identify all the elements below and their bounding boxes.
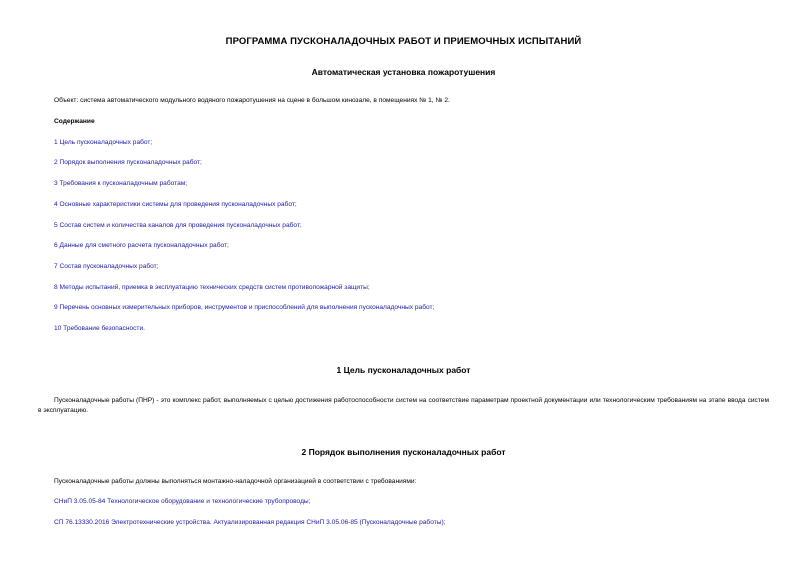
contents-link[interactable]: 6 Данные для сметного расчета пусконаладочных работ; — [54, 242, 229, 249]
contents-link[interactable]: 2 Порядок выполнения пусконаладочных работ; — [54, 159, 202, 166]
section-1-paragraph: Пусконаладочные работы (ПНР) - это комплекс работ, выполняемых с целью достижения работоспособности систем на соответствие параметрам проектной документации или технологическим требованиям на этапе ввода систем в эксплуатацию. — [38, 397, 769, 414]
contents-link[interactable]: 1 Цель пусконаладочных работ; — [54, 139, 153, 146]
object-line: Объект: система автоматического модульного водяного пожаротушения на сцене в большом кинозале, в помещениях № 1, № 2. — [54, 97, 450, 104]
contents-link[interactable]: 9 Перечень основных измерительных приборов, инструментов и приспособлений для выполнения пусконаладочных работ; — [54, 304, 435, 311]
document-subtitle: Автоматическая установка пожаротушения — [311, 67, 496, 77]
contents-link[interactable]: 8 Методы испытаний, приемка в эксплуатацию технических средств систем противопожарной защиты; — [54, 284, 370, 291]
contents-heading: Содержание — [54, 118, 95, 125]
section-1-heading: 1 Цель пусконаладочных работ — [336, 365, 471, 375]
contents-link[interactable]: 4 Основные характеристики системы для проведения пусконаладочных работ; — [54, 201, 297, 208]
contents-link[interactable]: 10 Требование безопасности. — [54, 325, 145, 332]
section-2-intro: Пусконаладочные работы должны выполняться монтажно-наладочной организацией в соответствии с требованиями: — [54, 478, 417, 485]
contents-link[interactable]: 3 Требования к пусконаладочным работам; — [54, 180, 188, 187]
document-title: ПРОГРАММА ПУСКОНАЛАДОЧНЫХ РАБОТ И ПРИЕМОЧНЫХ ИСПЫТАНИЙ — [225, 36, 582, 47]
section-2-ref-link[interactable]: СП 76.13330.2016 Электротехнические устройства. Актуализированная редакция СНиП 3.05.06-85 (Пусконаладочные работы); — [54, 519, 446, 526]
section-2-heading: 2 Порядок выполнения пусконаладочных работ — [301, 447, 506, 457]
section-2-ref-link[interactable]: СНиП 3.05.05-84 Технологическое оборудование и технологические трубопроводы; — [54, 498, 311, 505]
contents-link[interactable]: 7 Состав пусконаладочных работ; — [54, 263, 159, 270]
contents-link[interactable]: 5 Состав систем и количества каналов для проведения пусконаладочных работ; — [54, 222, 302, 229]
